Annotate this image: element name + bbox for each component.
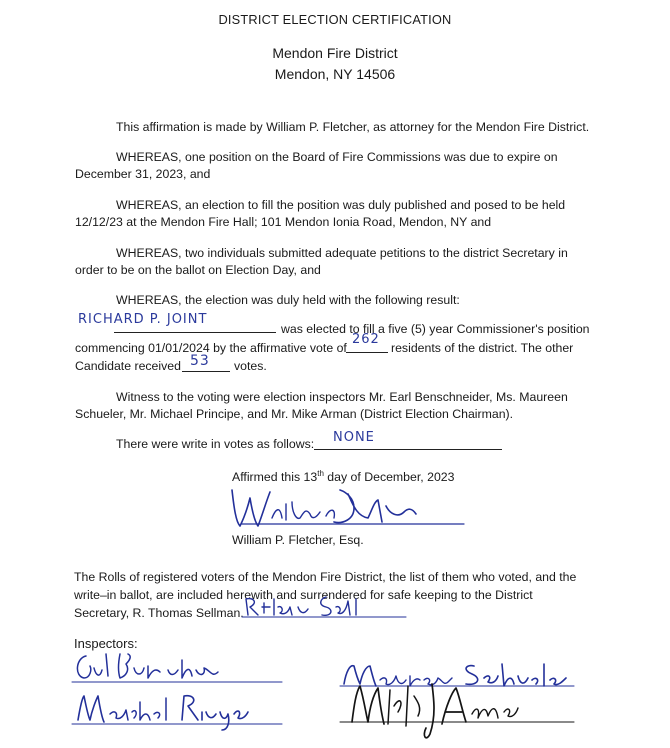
result-line2-text-before: commencing 01/01/2024 by the affirmative vote of [75, 341, 347, 355]
result-line3-text-before: Candidate received [75, 359, 181, 373]
document-title: DISTRICT ELECTION CERTIFICATION [218, 12, 452, 27]
benschneider-signature [72, 650, 292, 686]
whereas-expiry-line1: WHEREAS, one position on the Board of Fire Commissions was due to expire on [116, 150, 558, 164]
witness-line1: Witness to the voting were election inspectors Mr. Earl Benschneider, Ms. Maureen [116, 390, 568, 404]
affirmation-paragraph: This affirmation is made by William P. Fletcher, as attorney for the Mendon Fire District. [116, 120, 590, 134]
other-votes-handwritten: 53 [190, 353, 210, 369]
writein-value-handwritten: NONE [333, 430, 375, 445]
result-line1-text: was elected to fill a five (5) year Commissioner's position [281, 322, 590, 336]
result-line3-text-after: votes. [234, 359, 267, 373]
district-name: Mendon Fire District [272, 45, 398, 61]
fletcher-signature [222, 478, 472, 538]
whereas-election-line1: WHEREAS, an election to fill the position was duly published and posed to be held [116, 198, 566, 212]
winner-name-underline [114, 332, 276, 333]
rolls-line3: Secretary, R. Thomas Sellman. [74, 606, 244, 620]
whereas-result-line: WHEREAS, the election was duly held with the following result: [116, 293, 460, 307]
winner-votes-handwritten: 262 [352, 332, 380, 347]
witness-line2: Schueler, Mr. Michael Principe, and Mr. Mike Arman (District Election Chairman). [75, 407, 514, 421]
writein-label: There were write in votes as follows: [116, 437, 315, 451]
winner-votes-underline [346, 352, 388, 353]
inspectors-label: Inspectors: [74, 636, 138, 651]
whereas-election-line2: 12/12/23 at the Mendon Fire Hall; 101 Mendon Ionia Road, Mendon, NY and [75, 215, 492, 229]
affirmed-date-line: Affirmed this 13th day of December, 2023 [232, 469, 455, 485]
signer-name: William P. Fletcher, Esq. [232, 533, 364, 547]
sellman-signature [238, 593, 418, 625]
writein-underline [314, 449, 502, 450]
district-address: Mendon, NY 14506 [274, 66, 396, 82]
whereas-petitions-line2: order to be on the ballot on Election Day, and [75, 263, 321, 277]
result-line2-text-after: residents of the district. The other [391, 341, 574, 355]
whereas-expiry-line2: December 31, 2023, and [75, 167, 211, 181]
arman-signature [338, 676, 578, 746]
principe-signature [70, 690, 300, 732]
other-votes-underline [182, 371, 230, 372]
winner-name-handwritten: RICHARD P. JOINT [78, 312, 208, 327]
rolls-line1: The Rolls of registered voters of the Mendon Fire District, the list of them who voted, and the [74, 570, 577, 584]
whereas-petitions-line1: WHEREAS, two individuals submitted adequate petitions to the district Secretary in [116, 246, 568, 260]
rolls-line2: write–in ballot, are included herewith and surrendered for safe keeping to the District [74, 588, 533, 602]
